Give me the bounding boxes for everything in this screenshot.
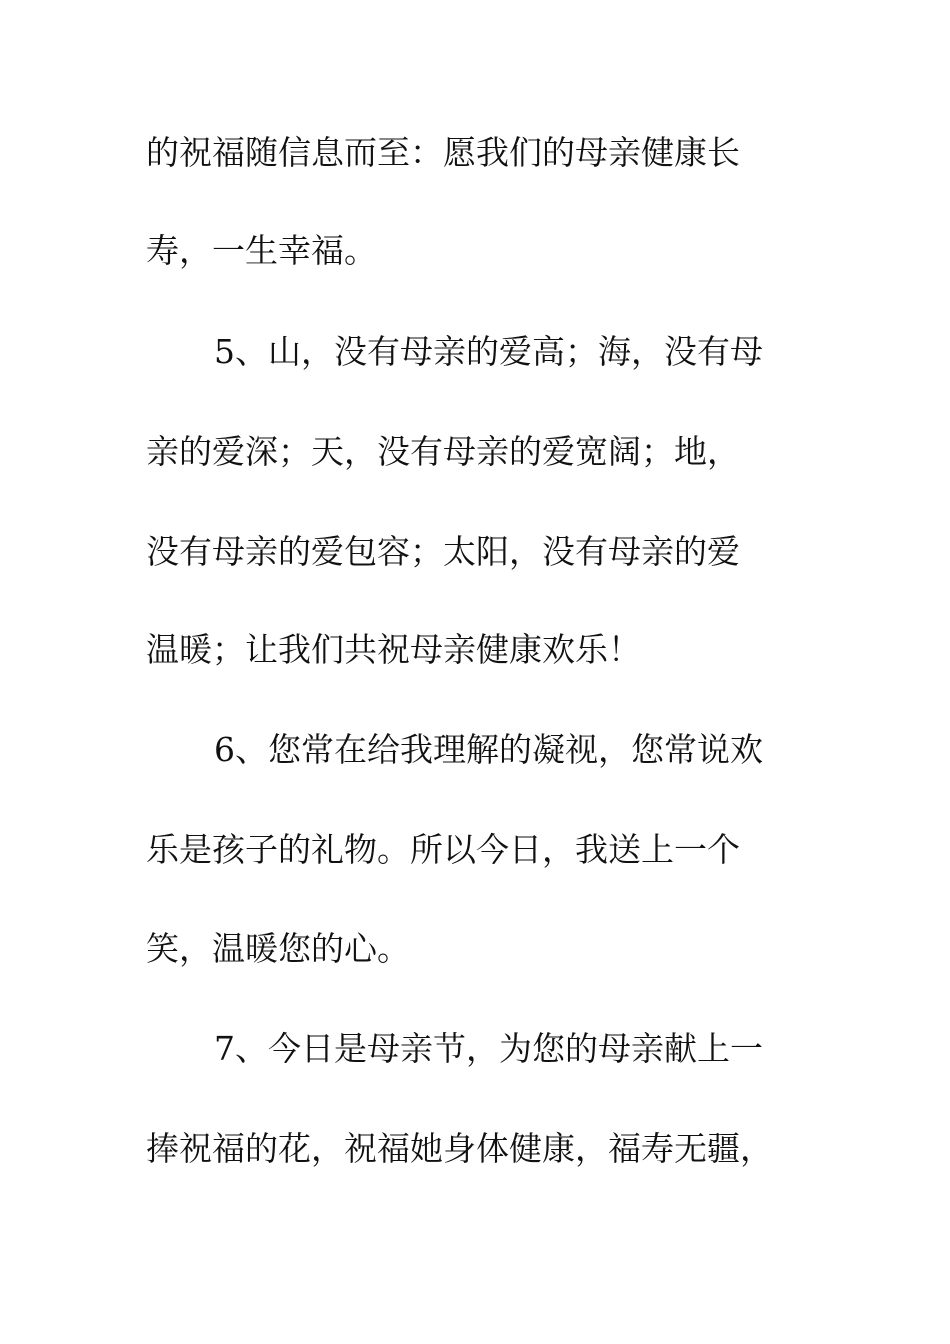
text-line-1: 的祝福随信息而至：愿我们的母亲健康长	[146, 133, 740, 172]
paragraph-5-line-1: 5、山，没有母亲的爱高；海，没有母	[214, 332, 763, 371]
paragraph-5-line-4: 温暖；让我们共祝母亲健康欢乐！	[146, 630, 641, 669]
paragraph-6-line-3: 笑，温暖您的心。	[146, 929, 410, 968]
paragraph-5-line-3: 没有母亲的爱包容；太阳，没有母亲的爱	[146, 532, 740, 571]
paragraph-7-line-1: 7、今日是母亲节，为您的母亲献上一	[214, 1029, 763, 1068]
paragraph-6-line-2: 乐是孩子的礼物。所以今日，我送上一个	[146, 830, 740, 869]
paragraph-7-line-2: 捧祝福的花，祝福她身体健康，福寿无疆，	[146, 1129, 773, 1168]
paragraph-5-line-2: 亲的爱深；天，没有母亲的爱宽阔；地，	[146, 432, 740, 471]
paragraph-6-line-1: 6、您常在给我理解的凝视，您常说欢	[214, 730, 763, 769]
text-line-2: 寿，一生幸福。	[146, 231, 377, 270]
